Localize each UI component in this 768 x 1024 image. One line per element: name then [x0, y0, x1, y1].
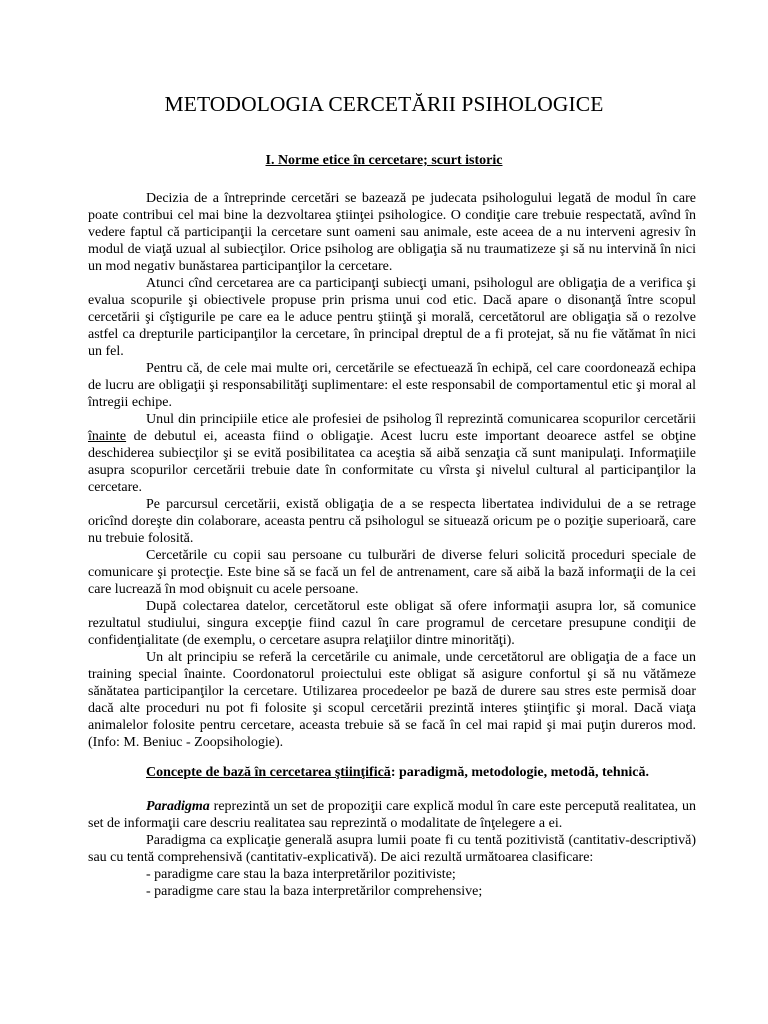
paragraph-human-subjects: Atunci cînd cercetarea are ca participanţi subiecţi umani, psihologul are obligaţia de a verifica şi evalua scopurile şi obiectivele propuse prin prisma unui cod etic. Dacă apare o disonanţă între scopul cercetării şi cîştigurile pe care ea le aduce pentru ştiinţă şi morală, cercetătorul are obligaţia să o rezolve astfel ca drepturile participanţilor la cercetare, în principal dreptul de a fi protejat, să nu fie vătămat în nici un fel.: [88, 276, 696, 359]
paragraph-communication-b: de debutul ei, aceasta fiind o obligaţie. Acest lucru este important deoarece astfel se obţine deschiderea subiecţilor şi se evită posibilitatea ca aceştia să aibă senzaţia că sunt manipulaţi. Informaţiile asupra scopurilor cercetării trebuie date în conformitate cu vîrsta şi nivelul cultural al participanţilor la cercetare.: [88, 429, 696, 495]
paragraph-paradigm-definition: [88, 798, 696, 832]
concepts-subheading-rest: : paradigmă, metodologie, metodă, tehnică.: [390, 765, 650, 780]
paragraph-decision: Decizia de a întreprinde cercetări se bazează pe judecata psihologului legată de modul în care poate contribui cel mai bine la dezvoltarea ştiinţei psihologice. O condiţie care trebuie respectată, avînd în vedere faptul că participanţii la cercetare sunt oameni sau animale, este aceea de a nu interveni agresiv în modul de viaţă uzual al subiecţilor. Orice psiholog are obligaţia să nu traumatizeze şi să nu intervină în nici un mod negativ bunăstarea participanţilor la cercetare.: [88, 191, 696, 274]
concepts-subheading-underlined: Concepte de bază în cercetarea ştiinţifică: [146, 765, 391, 780]
document-title: METODOLOGIA CERCETĂRII PSIHOLOGICE: [164, 92, 604, 116]
paragraph-paradigm-types: Paradigma ca explicaţie generală asupra lumii poate fi cu tentă pozitivistă (cantitativ-descriptivă) sau cu tentă comprehensivă (cantitativ-explicativă). De aici rezultă următoarea clasificare:: [88, 833, 696, 865]
concepts-subheading: [88, 764, 696, 781]
paragraph-freedom: Pe parcursul cercetării, există obligaţia de a se respecta libertatea individului de a se retrage oricînd doreşte din colaborare, aceasta pentru că psihologul se situează oricum pe o poziţie superioară, care nu trebuie folosită.: [88, 497, 696, 546]
paragraph-communication: [88, 411, 696, 496]
paragraph-communication-a: Unul din principiile etice ale profesiei de psiholog îl reprezintă comunicarea scopurilor cercetării: [146, 412, 696, 427]
paradigm-definition: reprezintă un set de propoziţii care explică modul în care este percepută realitatea, un set de informaţii care descriu realitatea sau reprezintă o modalitate de înţelegere a ei.: [88, 799, 696, 831]
document-body: [88, 190, 696, 900]
list-item: - paradigme care stau la baza interpretărilor pozitiviste;: [146, 867, 456, 882]
paragraph-communication-emphasis: înainte: [88, 429, 127, 444]
paragraph-animals: Un alt principiu se referă la cercetările cu animale, unde cercetătorul are obligaţia de a face un training special înainte. Coordonatorul proiectului este obligat să asigure confortul şi să nu vătămeze sănătatea participanţilor la cercetare. Utilizarea procedeelor pe bază de durere sau stres este permisă doar dacă alte proceduri nu pot fi folosite şi scopul cercetării prezintă interes ştiinţific şi moral. Dacă viaţa animalelor folosite pentru cercetare, aceasta trebuie să se facă în cel mai rapid şi mai puţin dureros mod. (Info: M. Beniuc - Zoopsihologie).: [88, 650, 696, 750]
paragraph-data-collection: După colectarea datelor, cercetătorul este obligat să ofere informaţii asupra lor, să comunice rezultatul studiului, singura excepţie fiind cazul în care programul de cercetare presupune condiţii de confidenţialitate (de exemplu, o cercetare asupra relaţiilor dintre minorităţi).: [88, 599, 696, 648]
section-title: I. Norme etice în cercetare; scurt istoric: [265, 153, 503, 168]
list-item: - paradigme care stau la baza interpretărilor comprehensive;: [146, 884, 483, 899]
paradigm-term: Paradigma: [146, 799, 210, 814]
paragraph-children: Cercetările cu copii sau persoane cu tulburări de diverse feluri solicită proceduri speciale de comunicare şi protecţie. Este bine să se facă un fel de antrenament, care să aibă la bază informaţii de la cei care lucrează în mod obişnuit cu acele persoane.: [88, 548, 696, 597]
paragraph-team: Pentru că, de cele mai multe ori, cercetările se efectuează în echipă, cel care coordonează echipa de lucru are obligaţii şi responsabilităţi suplimentare: el este responsabil de comportamentul etic şi moral al întregii echipe.: [88, 361, 696, 410]
